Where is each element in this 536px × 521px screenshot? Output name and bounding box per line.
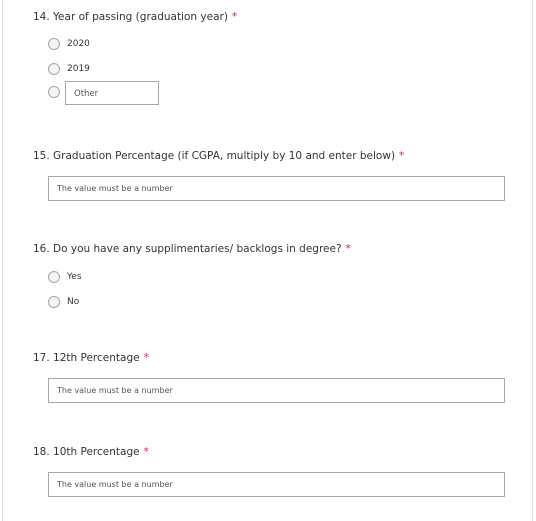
radio-label-yes: Yes bbox=[67, 272, 82, 282]
required-asterisk: * bbox=[345, 243, 351, 255]
form-card bbox=[2, 0, 533, 521]
twelfth-percentage-placeholder: The value must be a number bbox=[57, 386, 173, 395]
radio-option-other[interactable] bbox=[48, 85, 60, 99]
question-15-title bbox=[33, 150, 404, 162]
radio-option-2019[interactable] bbox=[48, 62, 90, 76]
radio-label-2019: 2019 bbox=[67, 64, 90, 74]
graduation-percentage-input[interactable] bbox=[48, 176, 505, 201]
required-asterisk: * bbox=[143, 352, 149, 364]
question-16-label: 16. Do you have any supplimentaries/ backlogs in degree? bbox=[33, 243, 342, 255]
question-14-title bbox=[33, 11, 237, 23]
tenth-percentage-input[interactable] bbox=[48, 472, 505, 497]
question-18-title bbox=[33, 446, 149, 458]
question-18-label: 18. 10th Percentage bbox=[33, 446, 140, 458]
question-16-title bbox=[33, 243, 351, 255]
required-asterisk: * bbox=[399, 150, 405, 162]
graduation-percentage-placeholder: The value must be a number bbox=[57, 184, 173, 193]
other-input[interactable] bbox=[65, 81, 159, 105]
other-input-placeholder: Other bbox=[74, 89, 99, 99]
twelfth-percentage-input[interactable] bbox=[48, 378, 505, 403]
question-15-label: 15. Graduation Percentage (if CGPA, multiply by 10 and enter below) bbox=[33, 150, 396, 162]
question-17-label: 17. 12th Percentage bbox=[33, 352, 140, 364]
radio-label-2020: 2020 bbox=[67, 39, 90, 49]
radio-label-no: No bbox=[67, 297, 80, 307]
required-asterisk: * bbox=[231, 11, 238, 23]
required-asterisk: * bbox=[143, 446, 149, 458]
radio-button[interactable] bbox=[48, 86, 60, 98]
radio-option-2020[interactable] bbox=[48, 37, 90, 51]
radio-button[interactable] bbox=[48, 296, 60, 308]
tenth-percentage-placeholder: The value must be a number bbox=[57, 480, 173, 489]
question-14-label: 14. Year of passing (graduation year) bbox=[33, 11, 228, 23]
radio-button[interactable] bbox=[48, 38, 60, 50]
radio-option-no[interactable] bbox=[48, 295, 79, 309]
radio-option-yes[interactable] bbox=[48, 270, 82, 284]
radio-button[interactable] bbox=[48, 63, 60, 75]
question-17-title bbox=[33, 352, 149, 364]
radio-button[interactable] bbox=[48, 271, 60, 283]
